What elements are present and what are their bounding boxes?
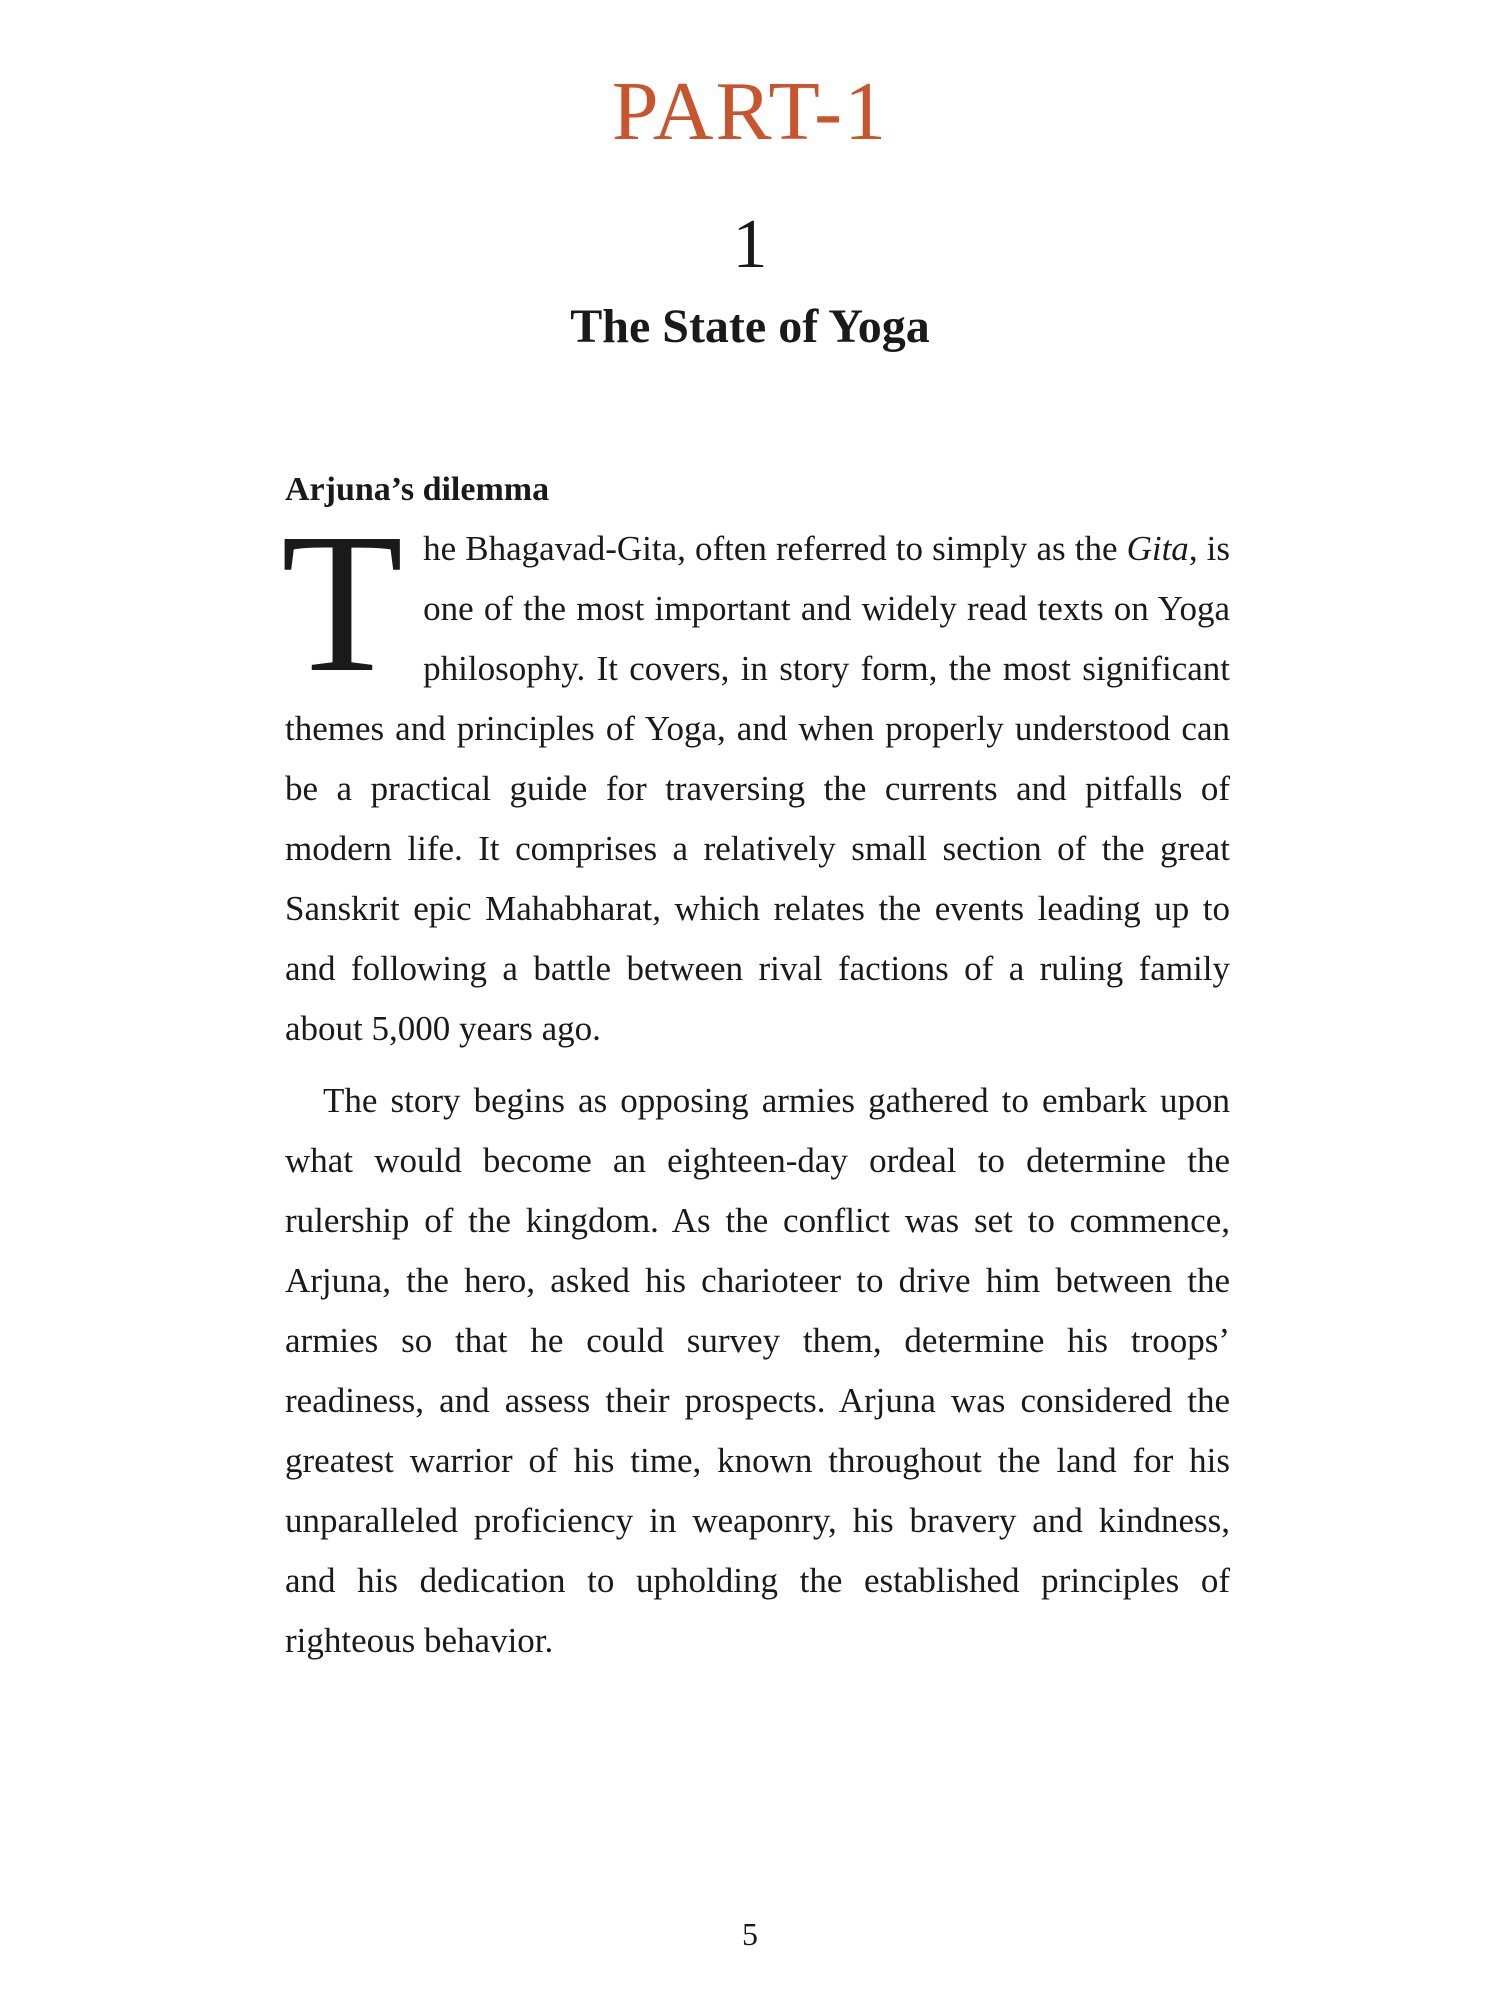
paragraph-1-lead: he Bhagavad-Gita, often referred to simply as the <box>423 528 1127 568</box>
part-title: PART-1 <box>611 65 889 158</box>
chapter-title: The State of Yoga <box>570 300 930 353</box>
chapter-number: 1 <box>732 206 768 283</box>
drop-cap: T <box>281 492 404 714</box>
page-number: 5 <box>742 1916 758 1952</box>
section-heading: Arjuna’s dilemma <box>285 471 550 508</box>
chapter-body <box>281 470 1230 1671</box>
paragraph-2: The story begins as opposing armies gathered to embark upon what would become an eighteen-day ordeal to determine the rulership of the kingdom. As the conflict was set to commence, Arjuna, the hero, asked his charioteer to drive him between the armies so that he could survey them, determine his troops’ readiness, and assess their prospects. Arjuna was considered the greatest warrior of his time, known throughout the land for his unparalleled proficiency in weaponry, his bravery and kindness, and his dedication to upholding the established principles of righteous behavior. <box>285 1080 1230 1660</box>
paragraph-1-italic-title: Gita <box>1126 528 1189 568</box>
paragraph-1-rest: , is one of the most important and widely read texts on Yoga philosophy. It covers, in story form, the most significant themes and principles of Yoga, and when properly understood can be a practical guide for traversing the currents and pitfalls of modern life. It comprises a relatively small section of the great Sanskrit epic Mahabharat, which relates the events leading up to and following a battle between rival factions of a ruling family about 5,000 years ago. <box>285 528 1230 1048</box>
paragraph-1 <box>281 492 1230 1059</box>
